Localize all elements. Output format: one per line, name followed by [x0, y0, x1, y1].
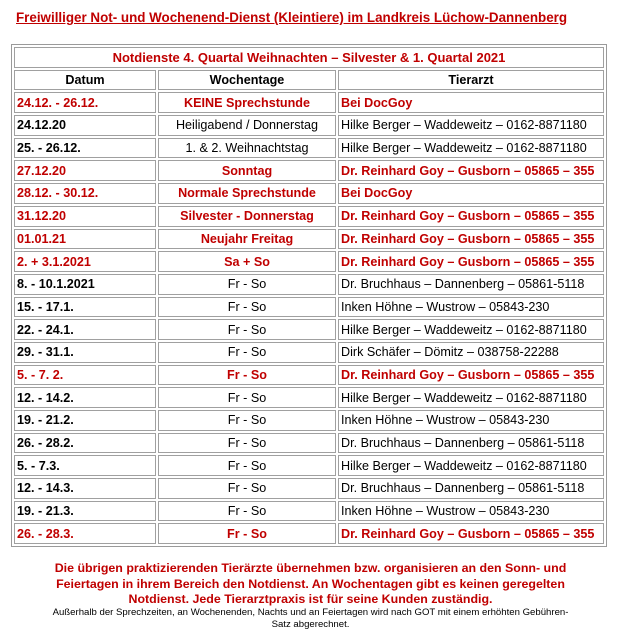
- cell-wochentag: Fr - So: [158, 319, 336, 340]
- cell-tierarzt: Hilke Berger – Waddeweitz – 0162-8871180: [338, 319, 604, 340]
- cell-wochentag: Fr - So: [158, 501, 336, 522]
- table-caption: Notdienste 4. Quartal Weihnachten – Silvester & 1. Quartal 2021: [14, 47, 604, 68]
- cell-datum: 5. - 7.3.: [14, 455, 156, 476]
- cell-wochentag: Heiligabend / Donnerstag: [158, 115, 336, 136]
- cell-datum: 2. + 3.1.2021: [14, 251, 156, 272]
- table-row: [14, 160, 604, 181]
- table-row: [14, 455, 604, 476]
- cell-datum: 27.12.20: [14, 160, 156, 181]
- cell-wochentag: Fr - So: [158, 410, 336, 431]
- cell-tierarzt: Dr. Reinhard Goy – Gusborn – 05865 – 355: [338, 160, 604, 181]
- table-row: [14, 501, 604, 522]
- cell-datum: 15. - 17.1.: [14, 297, 156, 318]
- cell-datum: 01.01.21: [14, 229, 156, 250]
- cell-wochentag: Silvester - Donnerstag: [158, 206, 336, 227]
- cell-tierarzt: Bei DocGoy: [338, 183, 604, 204]
- cell-datum: 29. - 31.1.: [14, 342, 156, 363]
- cell-datum: 24.12. - 26.12.: [14, 92, 156, 113]
- table-row: [14, 319, 604, 340]
- cell-datum: 19. - 21.2.: [14, 410, 156, 431]
- cell-tierarzt: Dr. Bruchhaus – Dannenberg – 05861-5118: [338, 433, 604, 454]
- cell-wochentag: Fr - So: [158, 365, 336, 386]
- cell-datum: 5. - 7. 2.: [14, 365, 156, 386]
- cell-tierarzt: Dr. Bruchhaus – Dannenberg – 05861-5118: [338, 274, 604, 295]
- cell-wochentag: Fr - So: [158, 387, 336, 408]
- table-row: [14, 138, 604, 159]
- cell-datum: 12. - 14.2.: [14, 387, 156, 408]
- cell-wochentag: 1. & 2. Weihnachtstag: [158, 138, 336, 159]
- page-title: Freiwilliger Not- und Wochenend-Dienst (Kleintiere) im Landkreis Lüchow-Dannenberg: [16, 10, 568, 25]
- table-row: [14, 274, 604, 295]
- table-row: [14, 92, 604, 113]
- cell-datum: 19. - 21.3.: [14, 501, 156, 522]
- cell-tierarzt: Dr. Bruchhaus – Dannenberg – 05861-5118: [338, 478, 604, 499]
- table-row: [14, 523, 604, 544]
- cell-tierarzt: Inken Höhne – Wustrow – 05843-230: [338, 501, 604, 522]
- cell-datum: 26. - 28.3.: [14, 523, 156, 544]
- cell-wochentag: Fr - So: [158, 433, 336, 454]
- header-wochentage: Wochentage: [158, 70, 336, 91]
- cell-wochentag: Fr - So: [158, 297, 336, 318]
- cell-wochentag: Normale Sprechstunde: [158, 183, 336, 204]
- cell-datum: 26. - 28.2.: [14, 433, 156, 454]
- cell-wochentag: Sonntag: [158, 160, 336, 181]
- cell-tierarzt: Bei DocGoy: [338, 92, 604, 113]
- cell-tierarzt: Inken Höhne – Wustrow – 05843-230: [338, 297, 604, 318]
- table-caption-row: [14, 47, 604, 68]
- footer-small-line-2: Satz abgerechnet.: [271, 619, 350, 630]
- cell-tierarzt: Dr. Reinhard Goy – Gusborn – 05865 – 355: [338, 206, 604, 227]
- cell-tierarzt: Dr. Reinhard Goy – Gusborn – 05865 – 355: [338, 523, 604, 544]
- schedule-table-container: [11, 44, 607, 547]
- header-datum: Datum: [14, 70, 156, 91]
- cell-tierarzt: Inken Höhne – Wustrow – 05843-230: [338, 410, 604, 431]
- table-row: [14, 478, 604, 499]
- table-row: [14, 206, 604, 227]
- cell-tierarzt: Dirk Schäfer – Dömitz – 038758-22288: [338, 342, 604, 363]
- footer-small-line-1: Außerhalb der Sprechzeiten, an Wochenenden, Nachts und an Feiertagen wird nach GOT mit einem erhöhten Gebühren-: [52, 607, 569, 618]
- table-row: [14, 342, 604, 363]
- cell-datum: 8. - 10.1.2021: [14, 274, 156, 295]
- cell-wochentag: Fr - So: [158, 455, 336, 476]
- cell-wochentag: KEINE Sprechstunde: [158, 92, 336, 113]
- cell-datum: 24.12.20: [14, 115, 156, 136]
- footer-line-2: Feiertagen in ihrem Bereich den Notdienst. An Wochentagen gibt es keinen geregelten: [56, 576, 565, 591]
- table-row: [14, 297, 604, 318]
- schedule-table: [11, 44, 607, 547]
- cell-wochentag: Fr - So: [158, 342, 336, 363]
- table-row: [14, 251, 604, 272]
- cell-wochentag: Sa + So: [158, 251, 336, 272]
- cell-tierarzt: Dr. Reinhard Goy – Gusborn – 05865 – 355: [338, 229, 604, 250]
- footer-notice: [0, 561, 621, 608]
- table-row: [14, 410, 604, 431]
- table-row: [14, 433, 604, 454]
- cell-wochentag: Fr - So: [158, 478, 336, 499]
- cell-tierarzt: Dr. Reinhard Goy – Gusborn – 05865 – 355: [338, 251, 604, 272]
- table-row: [14, 229, 604, 250]
- cell-tierarzt: Hilke Berger – Waddeweitz – 0162-8871180: [338, 138, 604, 159]
- cell-datum: 22. - 24.1.: [14, 319, 156, 340]
- footer-fee-note: [0, 607, 621, 631]
- cell-tierarzt: Hilke Berger – Waddeweitz – 0162-8871180: [338, 387, 604, 408]
- table-row: [14, 183, 604, 204]
- table-row: [14, 365, 604, 386]
- cell-wochentag: Fr - So: [158, 523, 336, 544]
- cell-tierarzt: Hilke Berger – Waddeweitz – 0162-8871180: [338, 115, 604, 136]
- cell-datum: 12. - 14.3.: [14, 478, 156, 499]
- footer-line-1: Die übrigen praktizierenden Tierärzte übernehmen bzw. organisieren an den Sonn- und: [54, 561, 567, 575]
- table-row: [14, 115, 604, 136]
- cell-tierarzt: Dr. Reinhard Goy – Gusborn – 05865 – 355: [338, 365, 604, 386]
- cell-tierarzt: Hilke Berger – Waddeweitz – 0162-8871180: [338, 455, 604, 476]
- table-header-row: [14, 70, 604, 91]
- header-tierarzt: Tierarzt: [338, 70, 604, 91]
- cell-wochentag: Neujahr Freitag: [158, 229, 336, 250]
- cell-datum: 25. - 26.12.: [14, 138, 156, 159]
- cell-wochentag: Fr - So: [158, 274, 336, 295]
- cell-datum: 31.12.20: [14, 206, 156, 227]
- cell-datum: 28.12. - 30.12.: [14, 183, 156, 204]
- footer-line-3: Notdienst. Jede Tierarztpraxis ist für seine Kunden zuständig.: [128, 592, 493, 606]
- table-row: [14, 387, 604, 408]
